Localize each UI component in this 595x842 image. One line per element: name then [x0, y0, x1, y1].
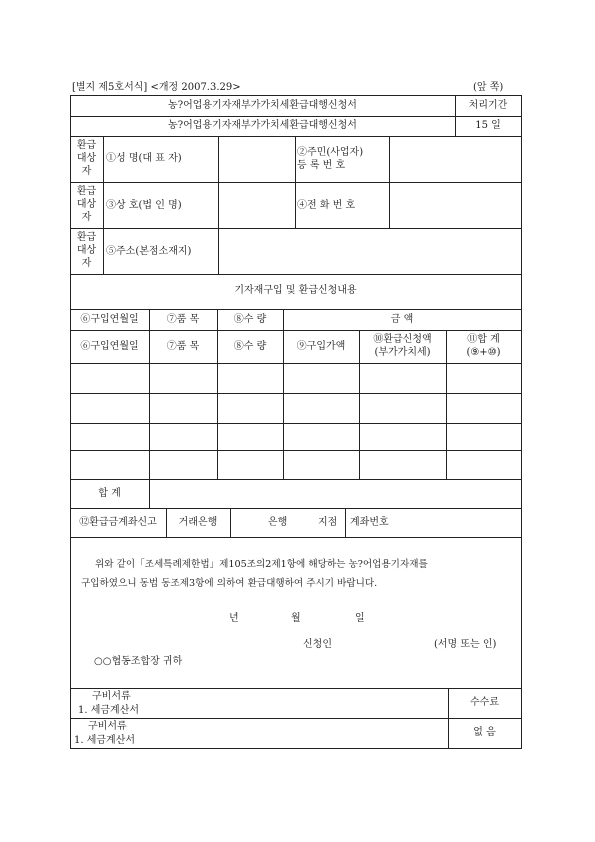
refund-amount-cell[interactable]: [361, 458, 444, 470]
refund-amount-header: ⑩환급신청액 (부가가치세): [373, 334, 432, 358]
total-cell[interactable]: [448, 402, 519, 414]
quantity-cell[interactable]: [219, 458, 281, 470]
quantity-header: ⑧수 량: [233, 341, 267, 352]
table-row: [70, 423, 521, 450]
name-field[interactable]: [222, 153, 292, 165]
page-side-label: (앞 쪽): [473, 82, 504, 93]
processing-period-label: 처리기간: [468, 100, 508, 111]
address-field[interactable]: [222, 246, 518, 258]
rule: [70, 688, 522, 689]
quantity-cell[interactable]: [219, 431, 281, 443]
registration-number-label: ②주민(사업자) 등 록 번 호: [297, 147, 364, 171]
refund-amount-cell[interactable]: [361, 372, 444, 384]
rule: [70, 274, 522, 275]
table-row: [70, 450, 521, 479]
name-label: ①성 명(대 표 자): [106, 153, 182, 164]
total-row-label: 합 계: [98, 488, 121, 499]
table-row: [70, 393, 521, 423]
refund-target-label: 환급 대상 자: [76, 232, 97, 269]
item-header: ⑦품 목: [166, 341, 200, 352]
purchase-date-cell[interactable]: [72, 372, 147, 384]
rule: [70, 718, 522, 719]
section-title: 기자재구입 및 환급신청내용: [234, 285, 357, 296]
signature-label: (서명 또는 인): [434, 639, 497, 650]
rule-bottom: [70, 748, 522, 749]
applicant-label: 신청인: [303, 639, 332, 650]
statement-line-2: 구입하였으니 동법 동조제3항에 의하여 환급대행하여 주시기 바랍니다.: [81, 578, 378, 589]
required-documents-label: 구비서류: [88, 721, 127, 732]
item-cell[interactable]: [151, 402, 215, 414]
purchase-price-cell[interactable]: [285, 402, 357, 414]
rule: [70, 309, 522, 310]
rule: [389, 136, 390, 228]
rule: [70, 537, 522, 538]
account-number-label: 계좌번호: [350, 517, 389, 528]
rule: [230, 508, 231, 537]
rule-right: [521, 95, 522, 748]
phone-number-field[interactable]: [393, 200, 518, 212]
item-cell[interactable]: [151, 372, 215, 384]
refund-account-label: ⑫환급금계좌신고: [79, 517, 157, 528]
refund-amount-cell[interactable]: [361, 402, 444, 414]
fee-value: 없 음: [473, 727, 496, 738]
total-cell[interactable]: [448, 458, 519, 470]
rule: [70, 479, 522, 480]
date-year-label: 년: [229, 613, 239, 624]
required-documents-label: 구비서류: [92, 691, 131, 702]
purchase-date-cell[interactable]: [72, 431, 147, 443]
fee-label: 수수료: [470, 697, 499, 708]
registration-number-field[interactable]: [393, 153, 518, 165]
purchase-date-cell[interactable]: [72, 402, 147, 414]
purchase-price-cell[interactable]: [285, 372, 357, 384]
company-name-label: ③상 호(법 인 명): [106, 200, 182, 211]
phone-number-label: ④전 화 번 호: [297, 200, 356, 211]
purchase-price-cell[interactable]: [285, 458, 357, 470]
required-documents-item: 1. 세금계산서: [74, 735, 136, 746]
recipient-label: ○○협동조합장 귀하: [94, 656, 183, 667]
purchase-date-cell[interactable]: [72, 458, 147, 470]
bank-unit-label: 은행: [268, 517, 288, 528]
address-label: ⑤주소(본점소재지): [106, 246, 192, 257]
table-row: [70, 363, 521, 393]
bank-label: 거래은행: [178, 517, 218, 528]
rule: [345, 508, 346, 537]
rule: [70, 182, 522, 183]
quantity-cell[interactable]: [219, 372, 281, 384]
rule: [70, 330, 522, 331]
refund-target-label: 환급 대상 자: [76, 140, 97, 177]
amount-header: 금 액: [390, 314, 414, 325]
rule: [218, 136, 219, 274]
purchase-price-header: ⑨구입가액: [296, 341, 346, 352]
rule: [103, 136, 104, 274]
date-day-label: 일: [355, 613, 365, 624]
item-cell[interactable]: [151, 458, 215, 470]
refund-target-label: 환급 대상 자: [76, 186, 97, 223]
purchase-price-cell[interactable]: [285, 431, 357, 443]
item-header: ⑦품 목: [166, 314, 200, 325]
total-cell[interactable]: [448, 431, 519, 443]
required-documents-item: 1. 세금계산서: [78, 705, 140, 716]
quantity-cell[interactable]: [219, 402, 281, 414]
form-number: [별지 제5호서식] <개정 2007.3.29>: [72, 82, 241, 93]
rule: [70, 508, 522, 509]
date-month-label: 월: [291, 613, 301, 624]
purchase-date-header: ⑥구입연월일: [80, 314, 139, 325]
total-cell[interactable]: [448, 372, 519, 384]
branch-unit-label: 지점: [318, 517, 338, 528]
statement-line-1: 위와 같이「조세특례제한법」제105조의2제1항에 해당하는 농?어업용기자재를: [95, 559, 428, 570]
rule: [295, 136, 296, 228]
item-cell[interactable]: [151, 431, 215, 443]
purchase-date-header: ⑥구입연월일: [80, 341, 139, 352]
rule: [70, 136, 522, 137]
total-header: ⑪합 계 (⑨+⑩): [466, 334, 501, 358]
form-title: 농?어업용기자재부가가치세환급대행신청서: [168, 100, 357, 111]
processing-period-value: 15 일: [475, 120, 501, 131]
quantity-header: ⑧수 량: [233, 314, 267, 325]
company-name-field[interactable]: [222, 200, 292, 212]
refund-amount-cell[interactable]: [361, 431, 444, 443]
rule: [70, 228, 522, 229]
form-title-repeat: 농?어업용기자재부가가치세환급대행신청서: [168, 120, 357, 131]
